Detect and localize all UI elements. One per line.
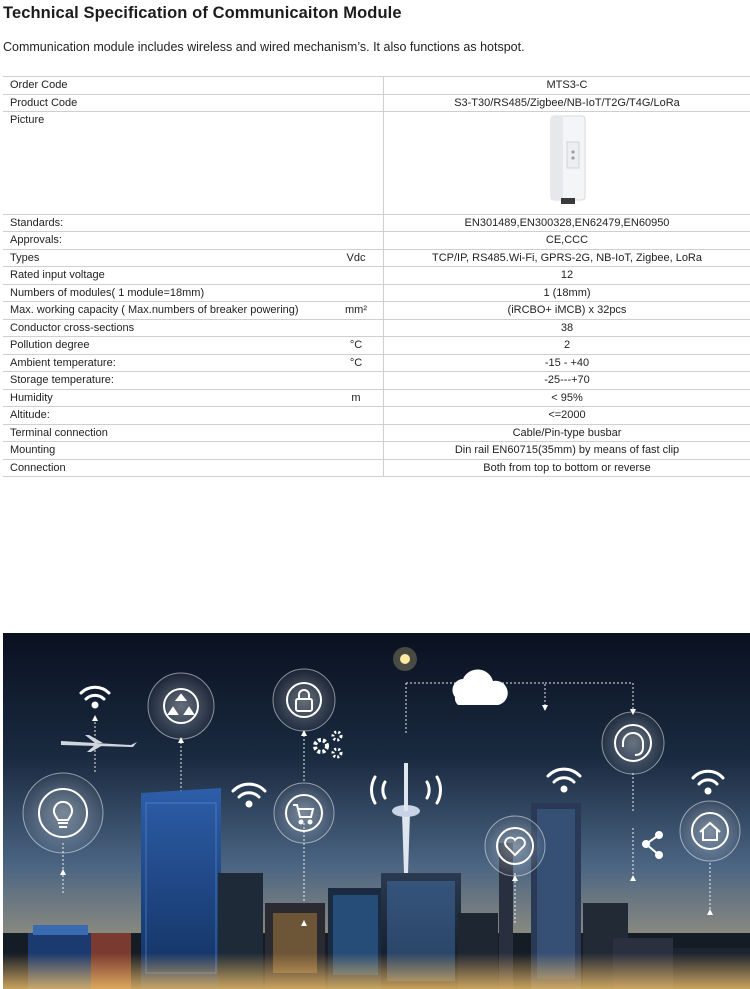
spec-value: -25---+70	[384, 372, 750, 390]
spec-unit: °C	[329, 354, 384, 372]
spec-value: TCP/IP, RS485.Wi-Fi, GPRS-2G, NB-IoT, Zigbee, LoRa	[384, 249, 750, 267]
spec-row	[3, 77, 750, 95]
spec-label: Storage temperature:	[3, 372, 329, 390]
spec-unit: m	[329, 389, 384, 407]
spec-label: Ambient temperature:	[3, 354, 329, 372]
spec-unit	[329, 267, 384, 285]
spec-row	[3, 442, 750, 460]
din-rail-module-image	[537, 112, 597, 208]
spec-unit: Vdc	[329, 249, 384, 267]
spec-value: Cable/Pin-type busbar	[384, 424, 750, 442]
spec-label: Humidity	[3, 389, 329, 407]
spec-unit	[329, 319, 384, 337]
spec-row	[3, 267, 750, 285]
spec-unit	[329, 442, 384, 460]
spec-value: < 95%	[384, 389, 750, 407]
spec-unit	[329, 94, 384, 112]
spec-row	[3, 232, 750, 250]
spec-label: Altitude:	[3, 407, 329, 425]
spec-row	[3, 372, 750, 390]
intro-text: Communication module includes wireless and wired mechanism’s. It also functions as hotspot.	[3, 40, 525, 54]
spec-unit	[329, 214, 384, 232]
spec-unit: °C	[329, 337, 384, 355]
spec-label: Standards:	[3, 214, 329, 232]
spec-row	[3, 319, 750, 337]
product-picture	[384, 112, 750, 215]
spec-row	[3, 112, 750, 215]
spec-label: Terminal connection	[3, 424, 329, 442]
spec-value: MTS3-C	[384, 77, 750, 95]
spec-label: Rated input voltage	[3, 267, 329, 285]
spec-unit	[329, 232, 384, 250]
spec-value: (iRCBO+ iMCB) x 32pcs	[384, 302, 750, 320]
spec-label: Approvals:	[3, 232, 329, 250]
page-title: Technical Specification of Communicaiton Module	[3, 4, 402, 22]
spec-value: 38	[384, 319, 750, 337]
spec-value: EN301489,EN300328,EN62479,EN60950	[384, 214, 750, 232]
spec-row	[3, 94, 750, 112]
spec-label: Max. working capacity ( Max.numbers of breaker powering)	[3, 302, 329, 320]
spec-value: 2	[384, 337, 750, 355]
spec-value: Both from top to bottom or reverse	[384, 459, 750, 477]
spec-table	[3, 76, 750, 477]
spec-row	[3, 302, 750, 320]
spec-row	[3, 424, 750, 442]
spec-unit	[329, 112, 384, 215]
spec-unit	[329, 424, 384, 442]
spec-unit	[329, 372, 384, 390]
spec-value: <=2000	[384, 407, 750, 425]
spec-row	[3, 407, 750, 425]
spec-row	[3, 354, 750, 372]
spec-row	[3, 214, 750, 232]
spec-value: 1 (18mm)	[384, 284, 750, 302]
spec-value: 12	[384, 267, 750, 285]
spec-row	[3, 249, 750, 267]
spec-label: Picture	[3, 112, 329, 215]
spec-value: CE,CCC	[384, 232, 750, 250]
smart-city-illustration	[3, 633, 750, 989]
spec-row	[3, 459, 750, 477]
spec-row	[3, 337, 750, 355]
spec-label: Order Code	[3, 77, 329, 95]
spec-label: Connection	[3, 459, 329, 477]
spec-label: Numbers of modules( 1 module=18mm)	[3, 284, 329, 302]
spec-unit	[329, 459, 384, 477]
spec-label: Mounting	[3, 442, 329, 460]
spec-row	[3, 389, 750, 407]
spec-unit	[329, 77, 384, 95]
spec-unit: mm²	[329, 302, 384, 320]
spec-value: Din rail EN60715(35mm) by means of fast clip	[384, 442, 750, 460]
spec-label: Types	[3, 249, 329, 267]
spec-label: Product Code	[3, 94, 329, 112]
spec-label: Conductor cross-sections	[3, 319, 329, 337]
spec-value: S3-T30/RS485/Zigbee/NB-IoT/T2G/T4G/LoRa	[384, 94, 750, 112]
spec-unit	[329, 407, 384, 425]
spec-value: -15 - +40	[384, 354, 750, 372]
spec-row	[3, 284, 750, 302]
spec-label: Pollution degree	[3, 337, 329, 355]
spec-unit	[329, 284, 384, 302]
